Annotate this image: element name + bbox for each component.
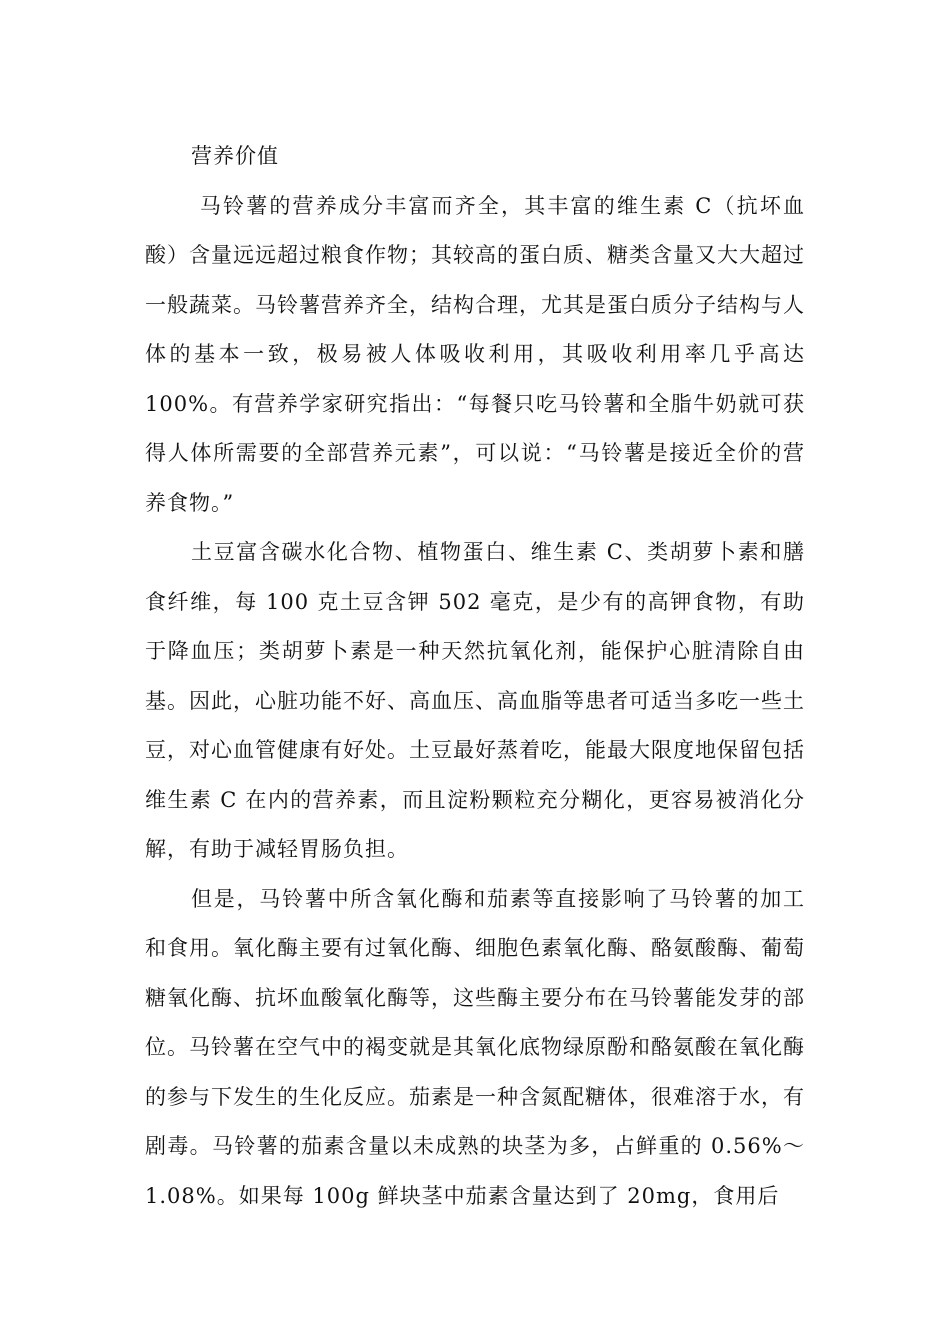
paragraph-enzymes-solanine: 但是，马铃薯中所含氧化酶和茄素等直接影响了马铃薯的加工和食用。氧化酶主要有过氧化酶、细胞色素氧化酶、酪氨酸酶、葡萄糖氧化酶、抗坏血酸氧化酶等，这些酶主要分布在马铃薯能发芽的部位。马铃薯在空气中的褐变就是其氧化底物绿原酚和酪氨酸在氧化酶的参与下发生的生化反应。茄素是一种含氮配糖体，很难溶于水，有剧毒。马铃薯的茄素含量以未成熟的块茎为多，占鲜重的 0.56%～1.08%。如果每 100g 鲜块茎中茄素含量达到了 20mg，食用后	[145, 886, 805, 1208]
paragraph-nutrition-overview: 马铃薯的营养成分丰富而齐全，其丰富的维生素 C（抗坏血酸）含量远远超过粮食作物；其较高的蛋白质、糖类含量又大大超过一般蔬菜。马铃薯营养齐全，结构合理，尤其是蛋白质分子结构与人体的基本一致，极易被人体吸收利用，其吸收利用率几乎高达 100%。有营养学家研究指出：“每餐只吃马铃薯和全脂牛奶就可获得人体所需要的全部营养元素”，可以说：“马铃薯是接近全价的营养食物。”	[145, 193, 813, 515]
document-body	[145, 132, 813, 1221]
section-heading: 营养价值	[191, 144, 279, 168]
paragraph-potato-nutrients: 土豆富含碳水化合物、植物蛋白、维生素 C、类胡萝卜素和膳食纤维，每 100 克土豆含钾 502 毫克，是少有的高钾食物，有助于降血压；类胡萝卜素是一种天然抗氧化剂，能保护心脏清除自由基。因此，心脏功能不好、高血压、高血脂等患者可适当多吃一些土豆，对心血管健康有好处。土豆最好蒸着吃，能最大限度地保留包括维生素 C 在内的营养素，而且淀粉颗粒充分糊化，更容易被消化分解，有助于减轻胃肠负担。	[145, 540, 805, 861]
